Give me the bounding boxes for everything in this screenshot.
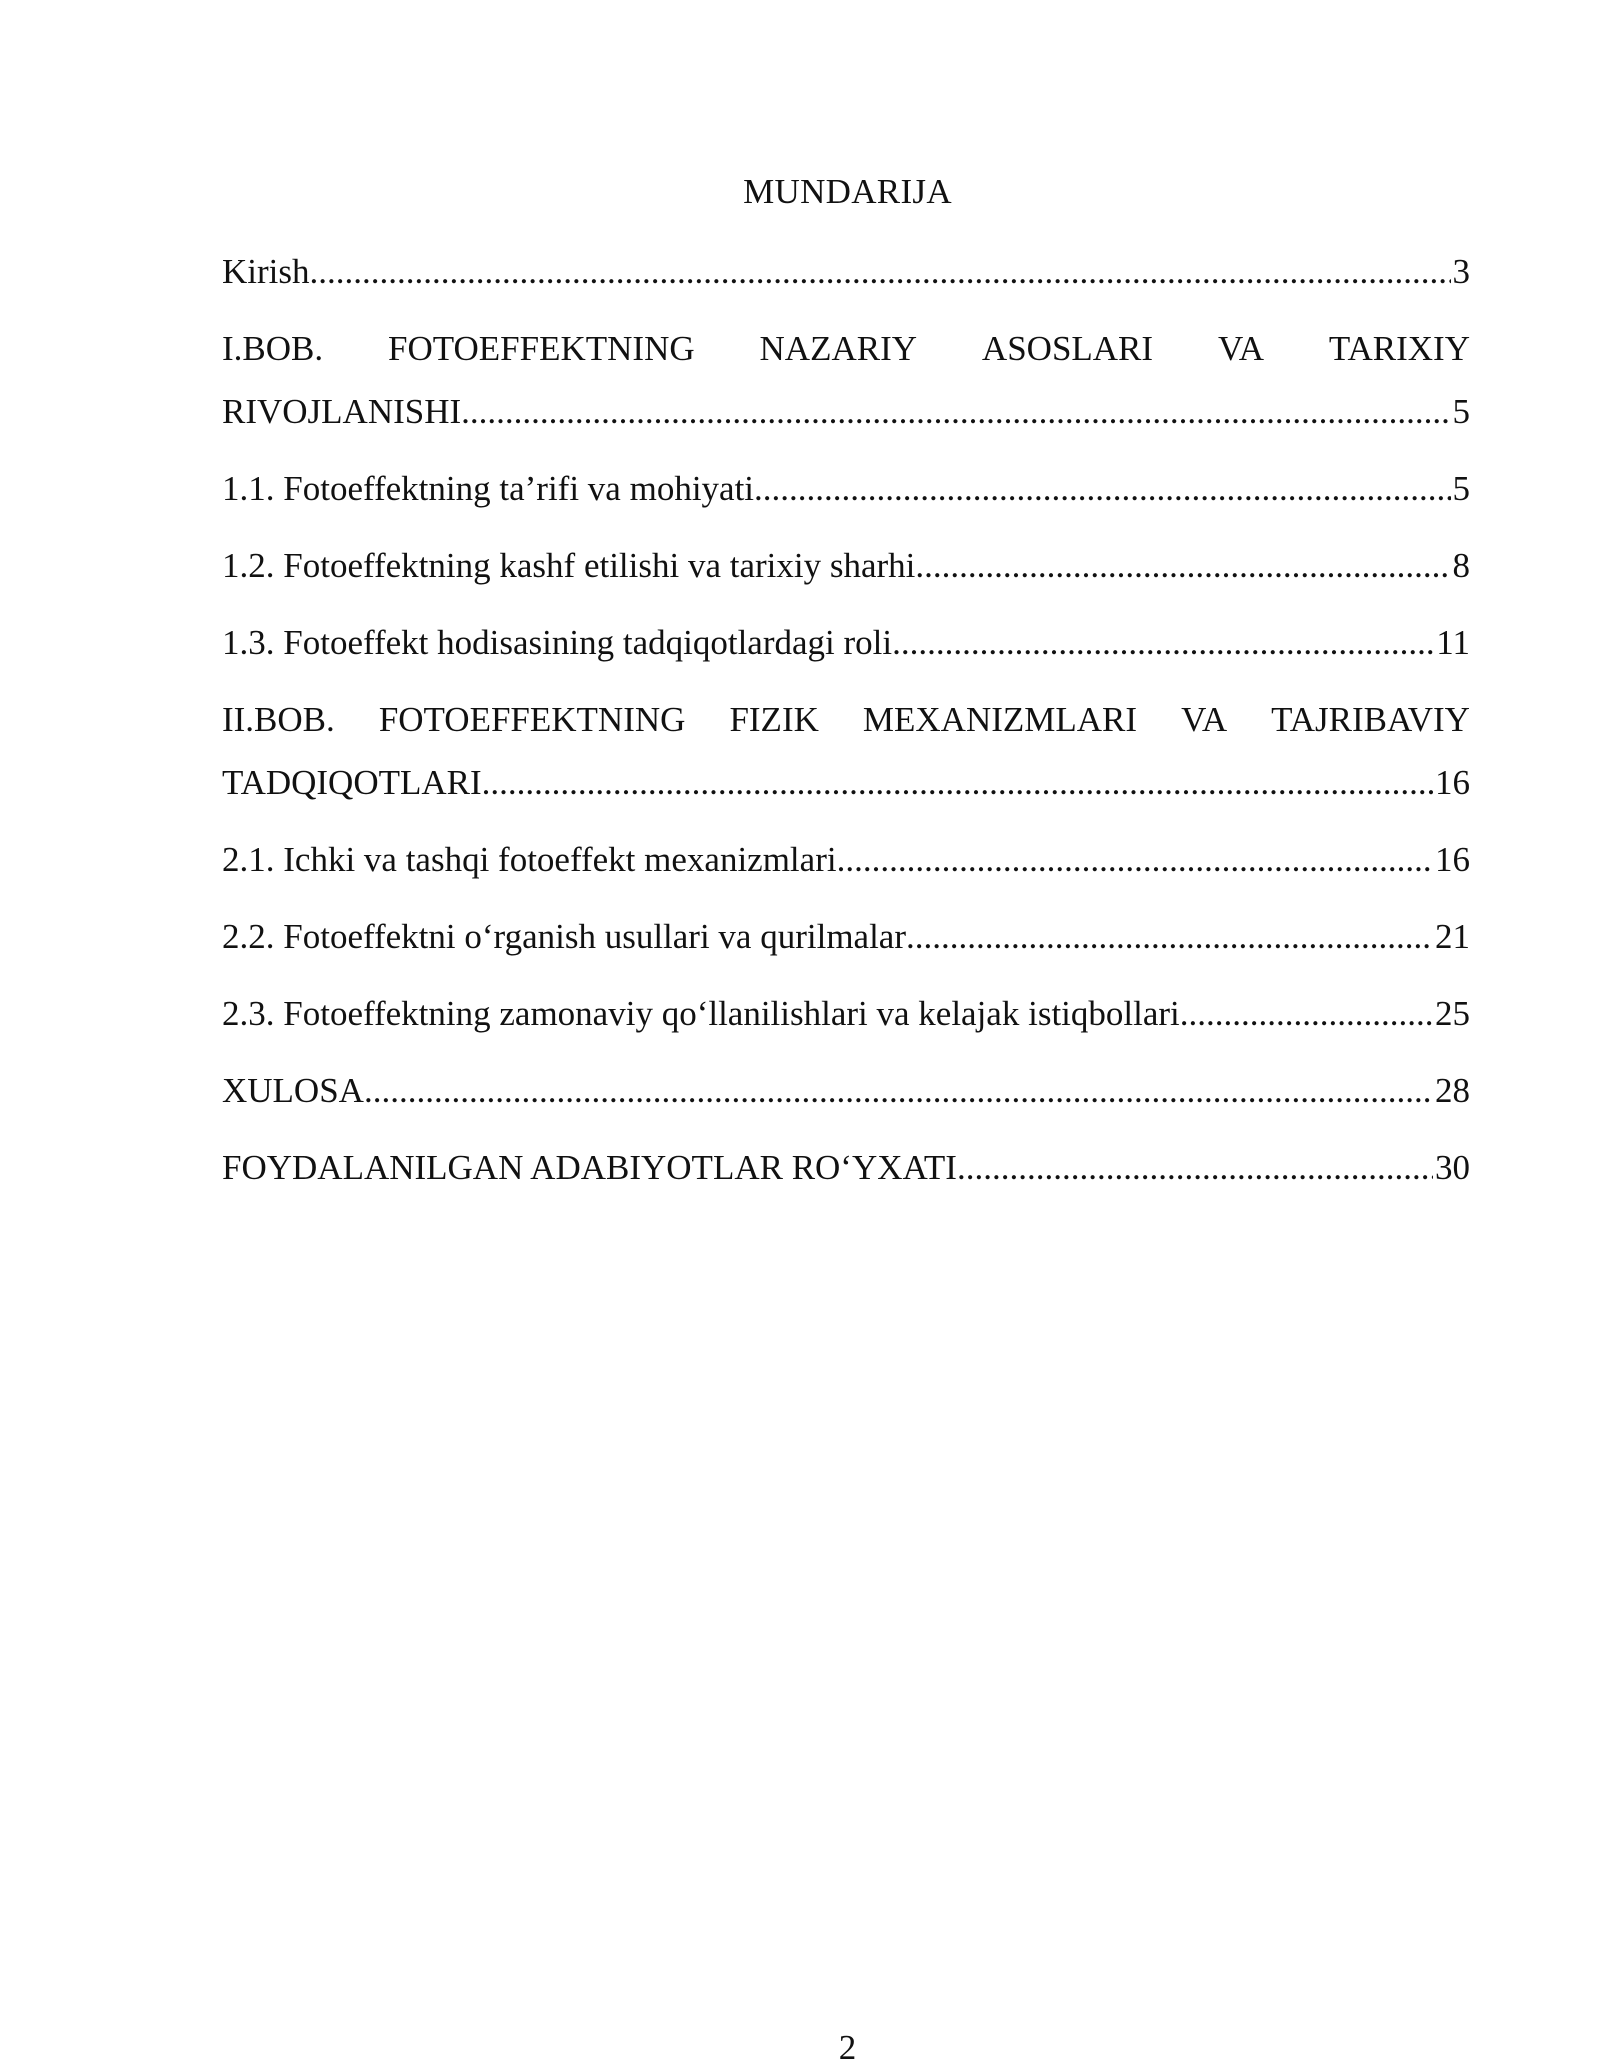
- toc-entry-text: 1.1. Fotoeffektning ta’rifi va mohiyati: [222, 469, 755, 508]
- toc-entry-page: 5: [1452, 392, 1470, 431]
- toc-chapter-last-line: [222, 380, 1470, 443]
- toc-entry-adabiyotlar: [222, 1136, 1470, 1199]
- toc-entry-text: 1.2. Fotoeffektning kashf etilishi va tarixiy sharhi: [222, 546, 916, 585]
- table-of-contents: [222, 240, 1470, 1213]
- toc-chapter-word: NAZARIY: [759, 329, 918, 368]
- toc-entry-page: 21: [1435, 917, 1470, 956]
- toc-entry-2-3: [222, 982, 1470, 1045]
- dot-leader: [892, 611, 1434, 674]
- toc-entry-page: 8: [1452, 546, 1470, 585]
- toc-chapter-title-line: [222, 317, 1470, 380]
- toc-entry-page: 16: [1435, 763, 1470, 802]
- dot-leader: [364, 1059, 1433, 1122]
- toc-chapter-word: TAJRIBAVIY: [1271, 700, 1470, 739]
- toc-entry-page: 16: [1435, 840, 1470, 879]
- toc-chapter-word: FIZIK: [729, 700, 819, 739]
- toc-entry-text: 2.1. Ichki va tashqi fotoeffekt mexanizmlari: [222, 840, 837, 879]
- toc-entry-text: 2.2. Fotoeffektni o‘rganish usullari va qurilmalar: [222, 917, 906, 956]
- toc-entry-1-3: [222, 611, 1470, 674]
- toc-title: MUNDARIJA: [743, 172, 952, 211]
- toc-chapter-title-line: [222, 688, 1470, 751]
- page-number: 2: [838, 2028, 857, 2067]
- toc-entry-text: Kirish: [222, 252, 310, 291]
- toc-chapter-word: FOTOEFFEKTNING: [378, 700, 686, 739]
- toc-entry-1-1: [222, 457, 1470, 520]
- dot-leader: [837, 828, 1433, 891]
- toc-chapter-1: [222, 317, 1470, 443]
- toc-entry-page: 25: [1435, 994, 1470, 1033]
- toc-chapter-word: II.BOB.: [222, 700, 335, 739]
- dot-leader: [310, 240, 1451, 303]
- toc-entry-kirish: [222, 240, 1470, 303]
- toc-chapter-last-line: [222, 751, 1470, 814]
- toc-chapter-2: [222, 688, 1470, 814]
- dot-leader: [1180, 982, 1433, 1045]
- toc-entry-2-1: [222, 828, 1470, 891]
- dot-leader: [754, 457, 1450, 520]
- toc-entry-page: 3: [1452, 252, 1470, 291]
- toc-entry-page: 30: [1435, 1148, 1470, 1187]
- toc-chapter-word: FOTOEFFEKTNING: [388, 329, 695, 368]
- dot-leader: [957, 1136, 1433, 1199]
- toc-chapter-word: TARIXIY: [1328, 329, 1470, 368]
- dot-leader: [915, 534, 1450, 597]
- toc-entry-xulosa: [222, 1059, 1470, 1122]
- toc-chapter-word: I.BOB.: [222, 329, 324, 368]
- toc-entry-text: FOYDALANILGAN ADABIYOTLAR RO‘YXATI: [222, 1148, 957, 1187]
- toc-entry-2-2: [222, 905, 1470, 968]
- toc-entry-page: 5: [1452, 469, 1470, 508]
- dot-leader: [482, 751, 1433, 814]
- toc-entry-text: 1.3. Fotoeffekt hodisasining tadqiqotlardagi roli: [222, 623, 893, 662]
- dot-leader: [461, 380, 1450, 443]
- toc-chapter-word: MEXANIZMLARI: [862, 700, 1138, 739]
- toc-entry-1-2: [222, 534, 1470, 597]
- toc-chapter-word: VA: [1181, 700, 1228, 739]
- dot-leader: [906, 905, 1433, 968]
- toc-entry-text: XULOSA: [222, 1071, 364, 1110]
- toc-entry-text: RIVOJLANISHI: [222, 392, 462, 431]
- toc-entry-text: TADQIQOTLARI: [222, 763, 482, 802]
- toc-entry-text: 2.3. Fotoeffektning zamonaviy qo‘llanilishlari va kelajak istiqbollari: [222, 994, 1180, 1033]
- toc-entry-page: 28: [1435, 1071, 1470, 1110]
- toc-entry-page: 11: [1436, 623, 1470, 662]
- toc-chapter-word: VA: [1217, 329, 1265, 368]
- toc-chapter-word: ASOSLARI: [981, 329, 1154, 368]
